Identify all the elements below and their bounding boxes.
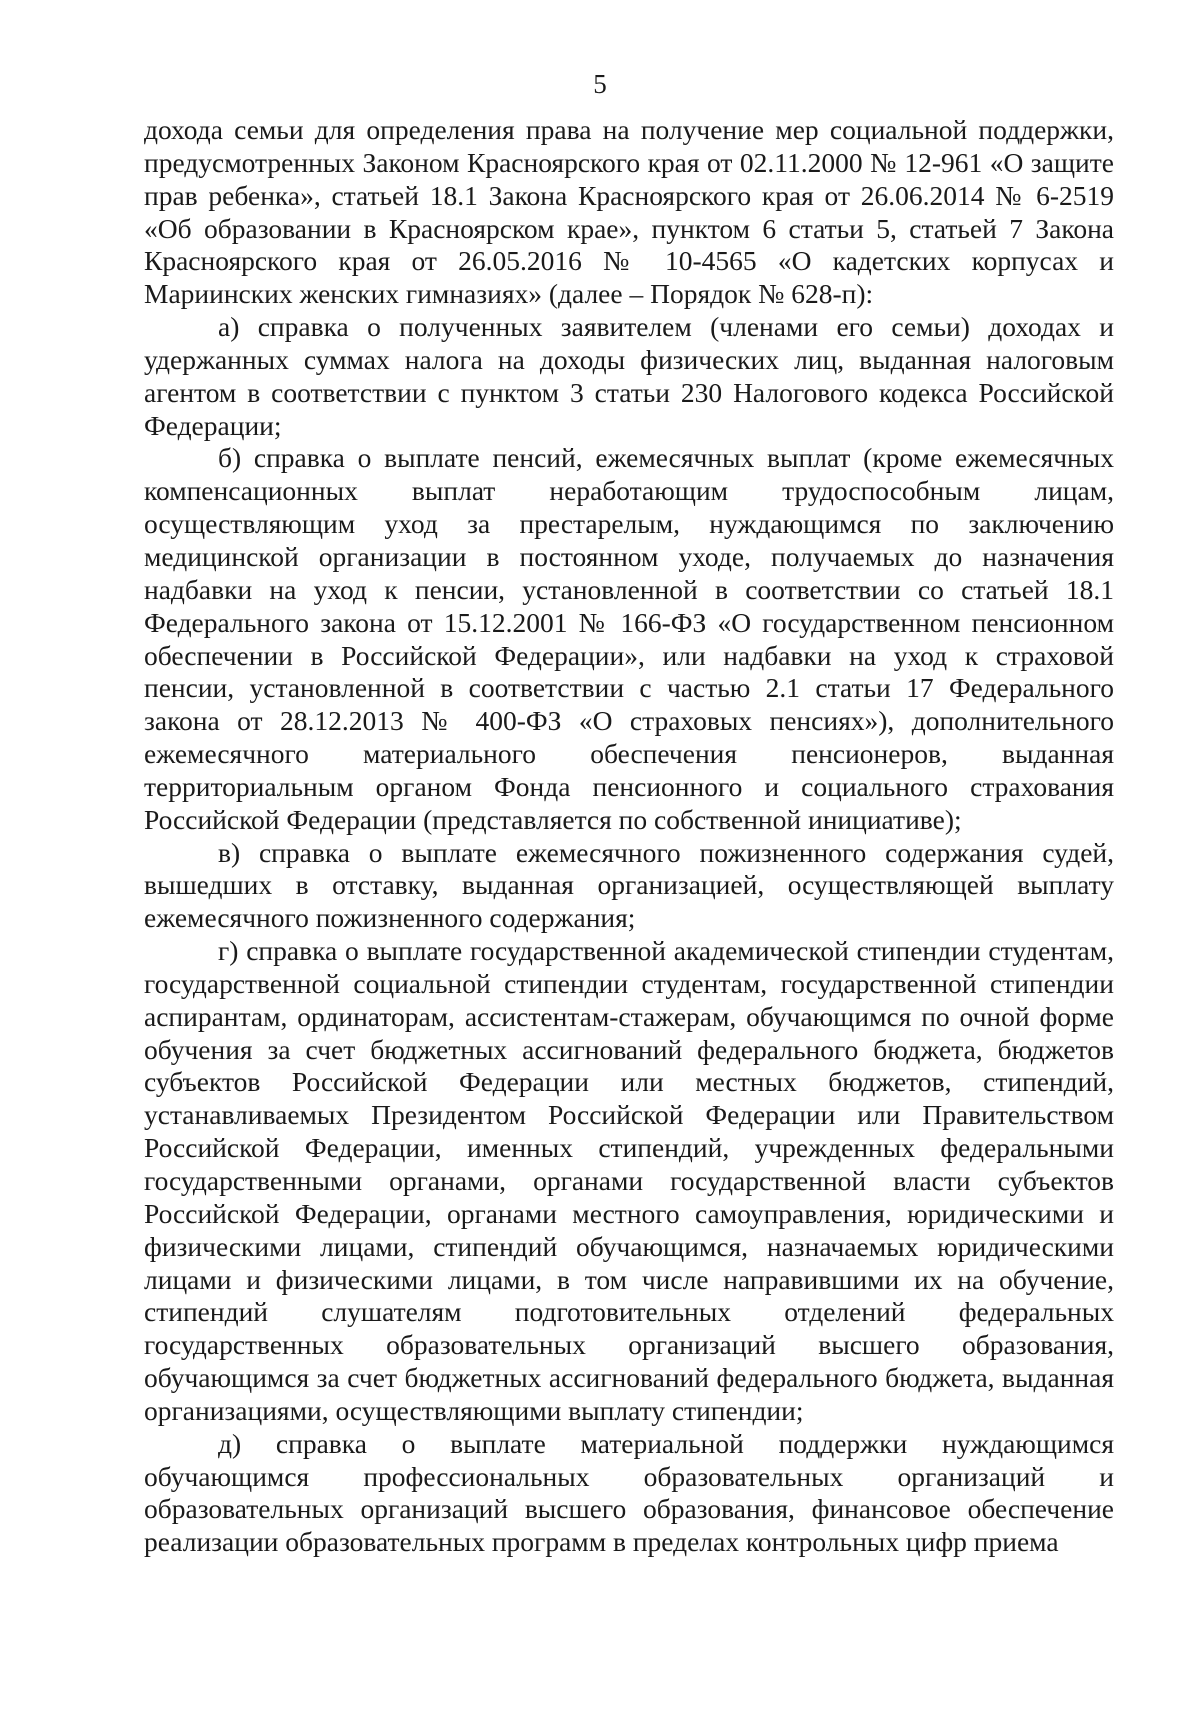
paragraph-item-g: г) справка о выплате государственной академической стипендии студентам, государственной социальной стипендии студентам, государственной стипендии аспирантам, ординаторам, ассистентам-стажерам, обучающимся по очной форме обучения за счет бюджетных ассигнований федерального бюджета, бюджетов субъектов Российской Федерации или местных бюджетов, стипендий, устанавливаемых Президентом Российской Федерации или Правительством Российской Федерации, именных стипендий, учрежденных федеральными государственными органами, органами государственной власти субъектов Российской Федерации, органами местного самоуправления, юридическими и физическими лицами, стипендий обучающимся, назначаемых юридическими лицами и физическими лицами, в том числе направившими их на обучение, стипендий слушателям подготовительных отделений федеральных государственных образовательных организаций высшего образования, обучающимся за счет бюджетных ассигнований федерального бюджета, выданная организациями, осуществляющими выплату стипендии; [144,935,1114,1426]
paragraph-item-a: а) справка о полученных заявителем (членами его семьи) доходах и удержанных суммах налога на доходы физических лиц, выданная налоговым агентом в соответствии с пунктом 3 статьи 230 Налогового кодекса Российской Федерации; [144,311,1114,441]
page-number: 5 [593,69,607,99]
paragraph-continuation: дохода семьи для определения права на получение мер социальной поддержки, предусмотренных Законом Красноярского края от 02.11.2000 № 12-961 «О защите прав ребенка», статьей 18.1 Закона Красноярского края от 26.06.2014 № 6-2519 «Об образовании в Красноярском крае», пунктом 6 статьи 5, статьей 7 Закона Красноярского края от 26.05.2016 № 10-4565 «О кадетских корпусах и Мариинских женских гимназиях» (далее – Порядок № 628-п): [144,114,1114,310]
document-body [144,114,1114,1559]
paragraph-item-b: б) справка о выплате пенсий, ежемесячных выплат (кроме ежемесячных компенсационных выплат неработающим трудоспособным лицам, осуществляющим уход за престарелым, нуждающимся по заключению медицинской организации в постоянном уходе, получаемых до назначения надбавки на уход к пенсии, установленной в соответствии со статьей 18.1 Федерального закона от 15.12.2001 № 166-ФЗ «О государственном пенсионном обеспечении в Российской Федерации», или надбавки на уход к страховой пенсии, установленной в соответствии с частью 2.1 статьи 17 Федерального закона от 28.12.2013 № 400-ФЗ «О страховых пенсиях»), дополнительного ежемесячного материального обеспечения пенсионеров, выданная территориальным органом Фонда пенсионного и социального страхования Российской Федерации (представляется по собственной инициативе); [144,442,1114,835]
paragraph-item-d: д) справка о выплате материальной поддержки нуждающимся обучающимся профессиональных образовательных организаций и образовательных организаций высшего образования, финансовое обеспечение реализации образовательных программ в пределах контрольных цифр приема [144,1427,1114,1558]
paragraph-item-v: в) справка о выплате ежемесячного пожизненного содержания судей, вышедших в отставку, выданная организацией, осуществляющей выплату ежемесячного пожизненного содержания; [144,836,1114,934]
